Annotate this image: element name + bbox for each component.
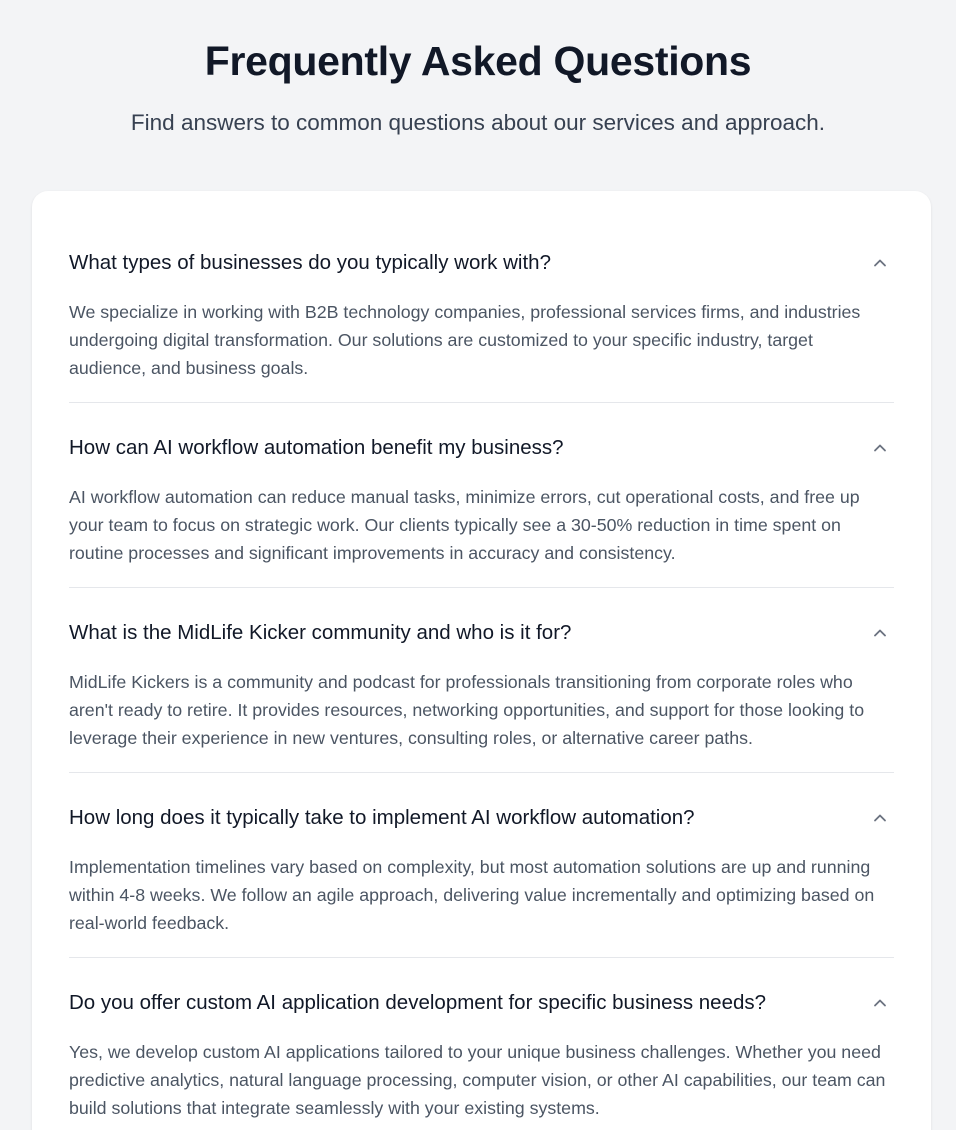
- faq-question: Do you offer custom AI application development for specific business needs?: [69, 991, 767, 1014]
- chevron-up-icon[interactable]: [868, 436, 892, 460]
- faq-question: What types of businesses do you typically work with?: [69, 251, 551, 274]
- faq-answer: We specialize in working with B2B technology companies, professional services firms, and industries undergoing digital transformation. Our solutions are customized to your specific industry, target audience, and business goals.: [69, 302, 861, 378]
- faq-question-toggle[interactable]: [69, 608, 894, 658]
- faq-question: What is the MidLife Kicker community and who is it for?: [69, 621, 572, 644]
- faq-item: [69, 423, 894, 588]
- faq-answer: Yes, we develop custom AI applications tailored to your unique business challenges. Whether you need predictive analytics, natural language processing, computer vision, or other AI capabilities, our team can build solutions that integrate seamlessly with your existing systems.: [69, 1042, 886, 1118]
- faq-question-toggle[interactable]: [69, 423, 894, 473]
- faq-item: [69, 978, 894, 1130]
- page-title: Frequently Asked Questions: [204, 38, 752, 84]
- faq-item: [69, 238, 894, 403]
- faq-item: [69, 608, 894, 773]
- faq-question: How can AI workflow automation benefit my business?: [69, 436, 564, 459]
- faq-question: How long does it typically take to implement AI workflow automation?: [69, 806, 695, 829]
- page-subtitle: Find answers to common questions about our services and approach.: [130, 110, 826, 135]
- faq-answer: AI workflow automation can reduce manual tasks, minimize errors, cut operational costs, and free up your team to focus on strategic work. Our clients typically see a 30-50% reduction in time spent on routine processes and significant improvements in accuracy and consistency.: [69, 487, 860, 563]
- faq-question-toggle[interactable]: [69, 793, 894, 843]
- chevron-up-icon[interactable]: [868, 621, 892, 645]
- faq-card: [32, 191, 931, 1130]
- faq-question-toggle[interactable]: [69, 238, 894, 288]
- faq-header: [0, 0, 956, 138]
- chevron-up-icon[interactable]: [868, 991, 892, 1015]
- faq-answer: MidLife Kickers is a community and podcast for professionals transitioning from corporate roles who aren't ready to retire. It provides resources, networking opportunities, and support for those looking to leverage their experience in new ventures, consulting roles, or alternative career paths.: [69, 672, 865, 748]
- faq-answer: Implementation timelines vary based on complexity, but most automation solutions are up and running within 4-8 weeks. We follow an agile approach, delivering value incrementally and optimizing based on real-world feedback.: [69, 857, 875, 933]
- faq-question-toggle[interactable]: [69, 978, 894, 1028]
- chevron-up-icon[interactable]: [868, 251, 892, 275]
- faq-item: [69, 793, 894, 958]
- chevron-up-icon[interactable]: [868, 806, 892, 830]
